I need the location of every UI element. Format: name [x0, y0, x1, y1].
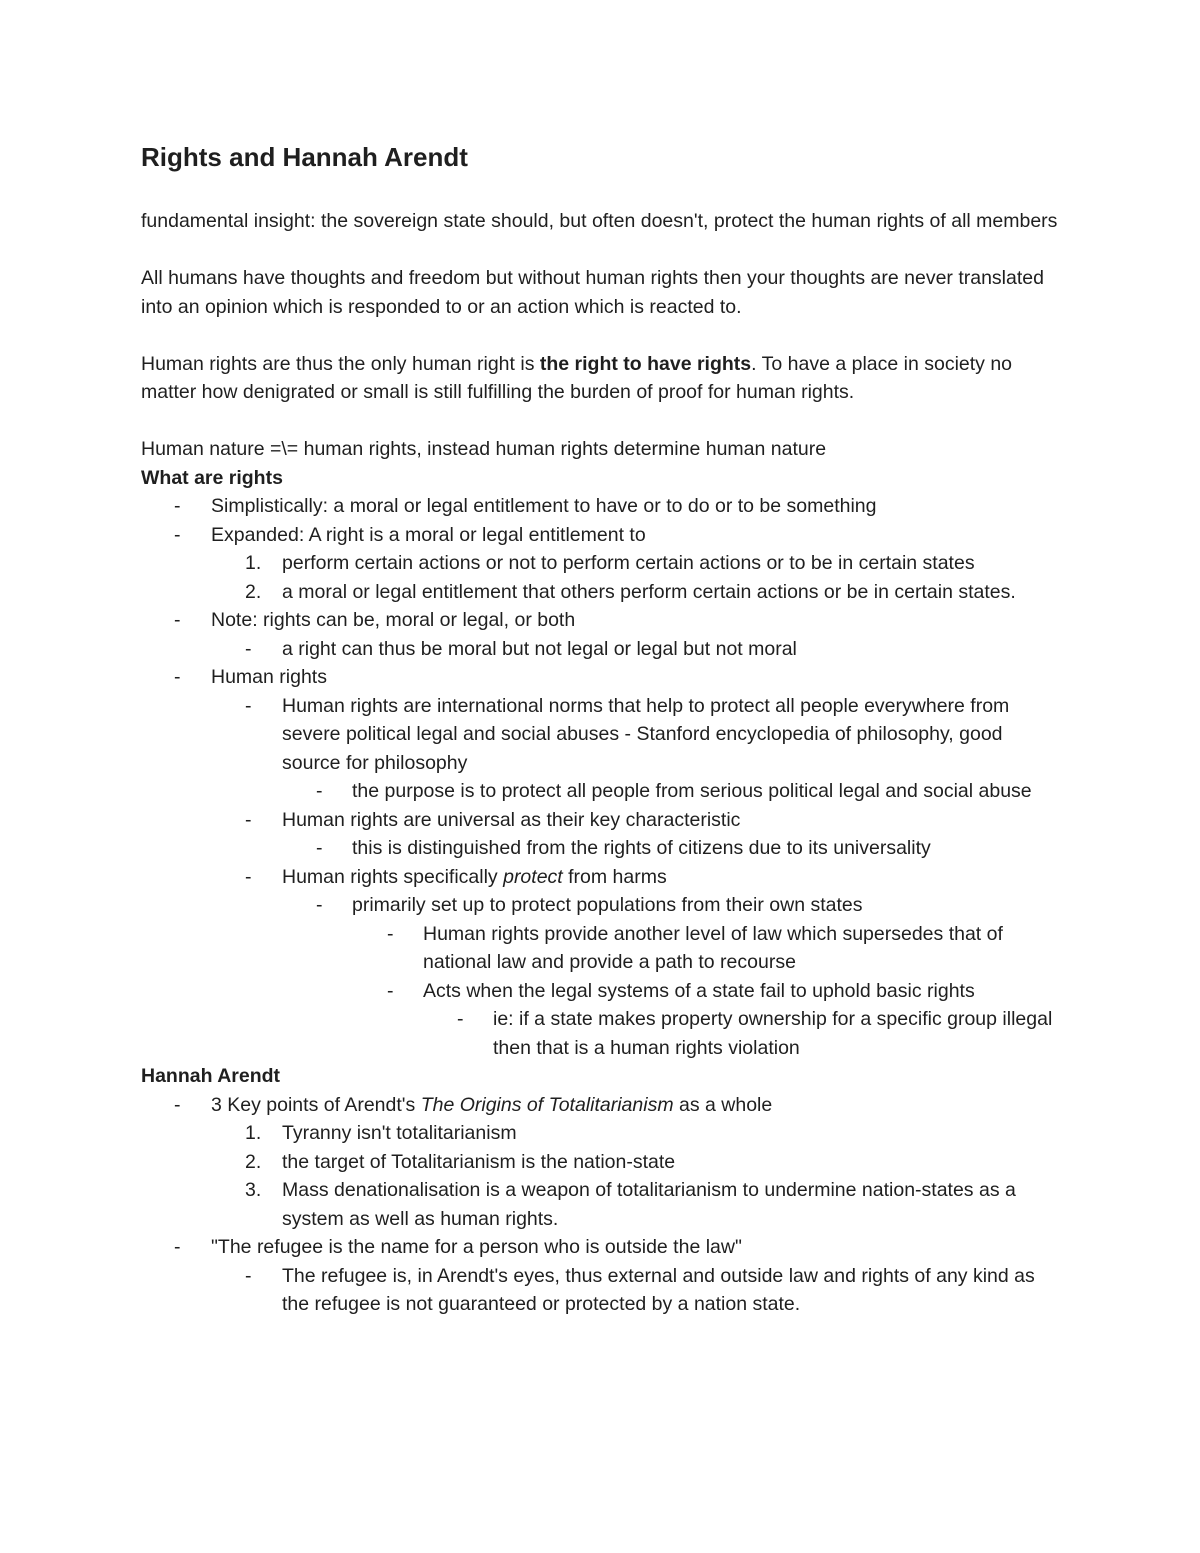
numbered-item — [141, 549, 1061, 578]
list-text: Expanded: A right is a moral or legal entitlement to — [211, 523, 646, 546]
list-text: Human rights provide another level of law which supersedes that of national law and provide a path to recourse — [423, 922, 1003, 973]
section-heading-what-are-rights: What are rights — [141, 466, 283, 489]
list-item — [141, 977, 1061, 1006]
list-item — [141, 1233, 1061, 1262]
list-text: Human rights are international norms that help to protect all people everywhere from severe political legal and social abuses - Stanford encyclopedia of philosophy, good source for philosophy — [282, 694, 1010, 774]
dash-marker: - — [245, 865, 252, 888]
list-text: the target of Totalitarianism is the nation-state — [282, 1150, 676, 1173]
text-run: . To have a place in society no matter how denigrated or small is still fulfilling the burden of proof for human rights. — [141, 352, 1013, 403]
list-text: a moral or legal entitlement that others perform certain actions or be in certain states. — [282, 580, 1016, 603]
number-marker: 2. — [245, 580, 262, 603]
list-item — [141, 521, 1061, 550]
list-text: Note: rights can be, moral or legal, or both — [211, 609, 576, 631]
dash-marker: - — [174, 1236, 181, 1258]
list-text: Mass denationalisation is a weapon of totalitarianism to undermine nation-states as a system as well as human rights. — [282, 1179, 1016, 1230]
text-run: 3 Key points of Arendt's — [211, 1093, 421, 1116]
number-marker: 1. — [245, 1122, 262, 1144]
dash-marker: - — [245, 1264, 252, 1287]
text-run: Human rights specifically — [282, 865, 504, 888]
dash-marker: - — [316, 780, 323, 802]
number-marker: 2. — [245, 1150, 262, 1173]
list-text: The refugee is, in Arendt's eyes, thus external and outside law and rights of any kind as the refugee is not guaranteed or protected by a nation state. — [282, 1264, 1035, 1315]
list-item — [141, 777, 1061, 806]
list-item — [141, 891, 1061, 920]
dash-marker: - — [174, 495, 181, 517]
list-text — [282, 866, 667, 888]
list-text: this is distinguished from the rights of citizens due to its universality — [352, 837, 931, 859]
list-text: ie: if a state makes property ownership for a specific group illegal then that is a human rights violation — [493, 1008, 1053, 1059]
list-item — [141, 1005, 1061, 1062]
dash-marker: - — [174, 609, 181, 631]
dash-marker: - — [174, 1093, 181, 1116]
list-item — [141, 492, 1061, 521]
paragraph-thoughts-freedom: All humans have thoughts and freedom but without human rights then your thoughts are never translated into an opinion which is responded to or an action which is reacted to. — [141, 267, 1044, 318]
list-item — [141, 920, 1061, 977]
list-text: Acts when the legal systems of a state fail to uphold basic rights — [423, 979, 975, 1002]
numbered-item — [141, 1148, 1061, 1177]
list-item — [141, 635, 1061, 664]
list-text: the purpose is to protect all people from serious political legal and social abuse — [352, 780, 1032, 802]
list-item — [141, 692, 1061, 778]
text-run: as a whole — [673, 1093, 773, 1116]
list-item — [141, 1091, 1061, 1120]
paragraph-human-nature: Human nature =\= human rights, instead human rights determine human nature — [141, 438, 827, 460]
number-marker: 1. — [245, 552, 262, 574]
list-item — [141, 863, 1061, 892]
numbered-item — [141, 578, 1061, 607]
list-item — [141, 606, 1061, 635]
list-text: Human rights — [211, 666, 327, 688]
list-item — [141, 1262, 1061, 1319]
document-title: Rights and Hannah Arendt — [141, 142, 468, 172]
dash-marker: - — [457, 1008, 464, 1030]
dash-marker: - — [245, 808, 252, 831]
list-text: "The refugee is the name for a person who is outside the law" — [211, 1236, 742, 1258]
dash-marker: - — [245, 694, 252, 717]
dash-marker: - — [174, 666, 181, 688]
list-text: Tyranny isn't totalitarianism — [282, 1122, 517, 1144]
dash-marker: - — [387, 922, 394, 945]
list-text: a right can thus be moral but not legal or legal but not moral — [282, 637, 797, 660]
book-title: The Origins of Totalitarianism — [420, 1093, 674, 1116]
dash-marker: - — [316, 894, 323, 916]
text-run: from harms — [562, 865, 667, 888]
number-marker: 3. — [245, 1179, 262, 1201]
list-text — [211, 1094, 772, 1116]
paragraph-right-to-have-rights — [141, 350, 1061, 407]
section-heading-hannah-arendt: Hannah Arendt — [141, 1065, 281, 1087]
dash-marker: - — [245, 637, 252, 660]
dash-marker: - — [174, 523, 181, 546]
list-item — [141, 663, 1061, 692]
document-body — [141, 137, 1061, 1319]
italic-word: protect — [503, 865, 563, 888]
numbered-item — [141, 1176, 1061, 1233]
dash-marker: - — [387, 979, 394, 1002]
list-text: Human rights are universal as their key characteristic — [282, 808, 741, 831]
list-text: primarily set up to protect populations from their own states — [352, 894, 863, 916]
paragraph-fundamental-insight: fundamental insight: the sovereign state should, but often doesn't, protect the human rights of all members — [141, 210, 1058, 232]
list-item — [141, 806, 1061, 835]
bold-phrase: the right to have rights — [539, 352, 752, 375]
text-run: Human rights are thus the only human right is — [141, 352, 540, 375]
dash-marker: - — [316, 837, 323, 859]
list-text: perform certain actions or not to perform certain actions or to be in certain states — [282, 552, 975, 574]
list-item — [141, 834, 1061, 863]
numbered-item — [141, 1119, 1061, 1148]
list-text: Simplistically: a moral or legal entitlement to have or to do or to be something — [211, 495, 877, 517]
